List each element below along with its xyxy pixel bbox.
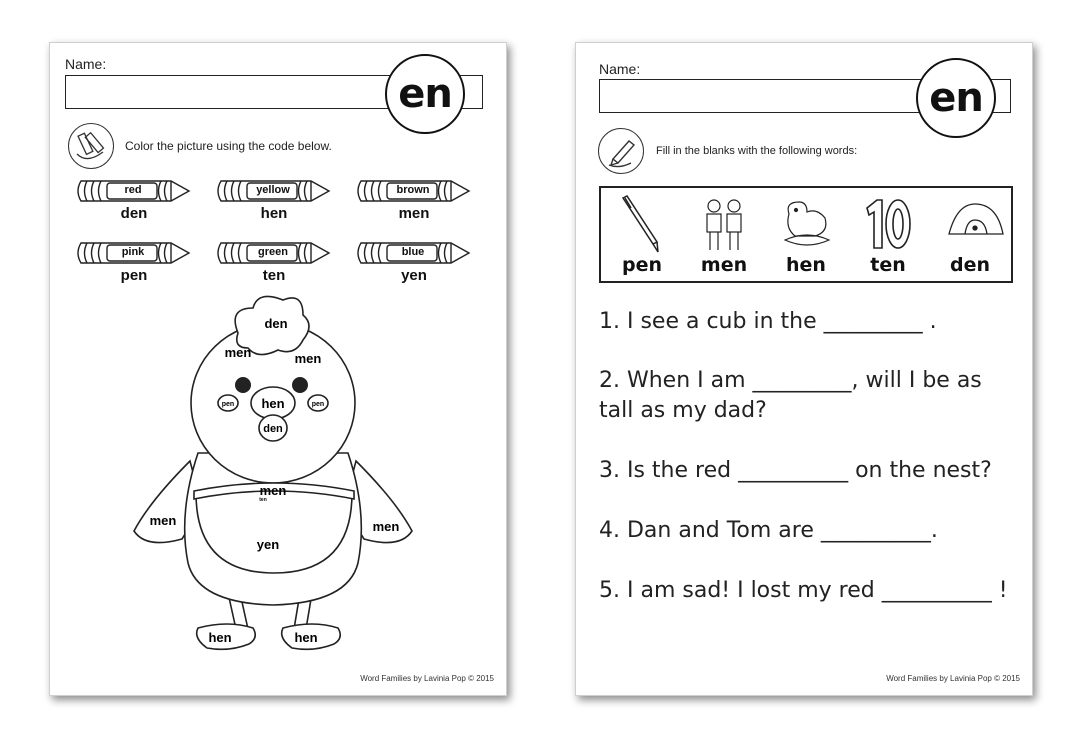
crayon-key-green [215, 241, 333, 285]
pencil-icon [598, 128, 644, 174]
word-bank-item-den [929, 188, 1011, 281]
hen-label-comb: den [264, 316, 288, 331]
word-bank-word: ten [870, 254, 906, 276]
crayon-color-label: brown [396, 184, 430, 196]
word-bank-word: hen [786, 254, 826, 276]
footer-credit: Word Families by Lavinia Pop © 2015 [360, 674, 494, 683]
hen-label-foot-left: hen [208, 630, 232, 645]
name-label: Name: [65, 56, 107, 72]
crayon-word-label: hen [260, 205, 288, 222]
crayon-key-brown [355, 179, 473, 223]
hen-label-cheek-right: pen [311, 401, 325, 408]
crayon-color-label: pink [121, 246, 145, 258]
word-bank-item-men [683, 188, 765, 281]
sentence-2: 2. When I am _________, will I be as tall as my dad? [599, 368, 982, 423]
hen-eye-right [292, 377, 308, 393]
hen-icon [781, 194, 831, 254]
sentence-3: 3. Is the red __________ on the nest? [599, 458, 992, 483]
hen-label-head-left: men [224, 345, 252, 360]
crayon-word-label: ten [262, 267, 286, 284]
crayons-icon [68, 123, 114, 169]
crayon-color-label: yellow [256, 184, 290, 196]
instruction-text: Fill in the blanks with the following words: [656, 145, 858, 157]
men-icon [699, 194, 749, 254]
crayon-word-label: pen [120, 267, 148, 284]
hen-label-body: men [259, 483, 287, 498]
word-family-badge: en [385, 54, 465, 134]
hen-eye-left [235, 377, 251, 393]
sentence-5: 5. I am sad! I lost my red __________ ! [599, 578, 1008, 603]
crayon-color-label: green [258, 246, 288, 258]
instruction-text: Color the picture using the code below. [125, 139, 332, 153]
word-bank-word: den [949, 254, 990, 276]
crayon-word-label: den [120, 205, 148, 222]
hen-label-head-right: men [294, 351, 322, 366]
crayon-key-blue [355, 241, 473, 285]
hen-label-beak: hen [261, 396, 285, 411]
hen-label-foot-right: hen [294, 630, 318, 645]
sentence-4: 4. Dan and Tom are __________. [599, 518, 938, 543]
word-bank [599, 186, 1013, 283]
hen-label-apron: yen [256, 537, 280, 552]
sentence-1: 1. I see a cub in the _________ . [599, 309, 937, 334]
crayon-key-red [75, 179, 193, 223]
hen-label-wing-left: men [149, 513, 177, 528]
den-icon [945, 194, 1005, 254]
word-bank-word: men [700, 254, 748, 276]
hen-label-apron-band: ten [259, 497, 267, 503]
word-bank-item-hen [765, 188, 847, 281]
crayon-word-label: men [398, 205, 430, 222]
hen-label-wattle: den [263, 423, 283, 435]
crayon-key-yellow [215, 179, 333, 223]
crayon-key-pink [75, 241, 193, 285]
pen-icon [617, 194, 667, 254]
crayon-word-label: yen [401, 267, 427, 284]
hen-label-wing-right: men [372, 519, 400, 534]
crayon-color-label: blue [401, 246, 425, 258]
ten-icon [863, 194, 913, 254]
word-bank-item-pen [601, 188, 683, 281]
word-bank-word: pen [621, 254, 662, 276]
footer-credit: Word Families by Lavinia Pop © 2015 [886, 674, 1020, 683]
color-by-code-worksheet [49, 42, 507, 696]
hen-coloring-picture [128, 293, 418, 673]
word-family-badge: en [916, 58, 996, 138]
word-bank-item-ten [847, 188, 929, 281]
crayon-color-label: red [124, 184, 142, 196]
fill-in-the-blanks-worksheet [575, 42, 1033, 696]
hen-label-cheek-left: pen [221, 401, 235, 408]
name-label: Name: [599, 61, 641, 77]
